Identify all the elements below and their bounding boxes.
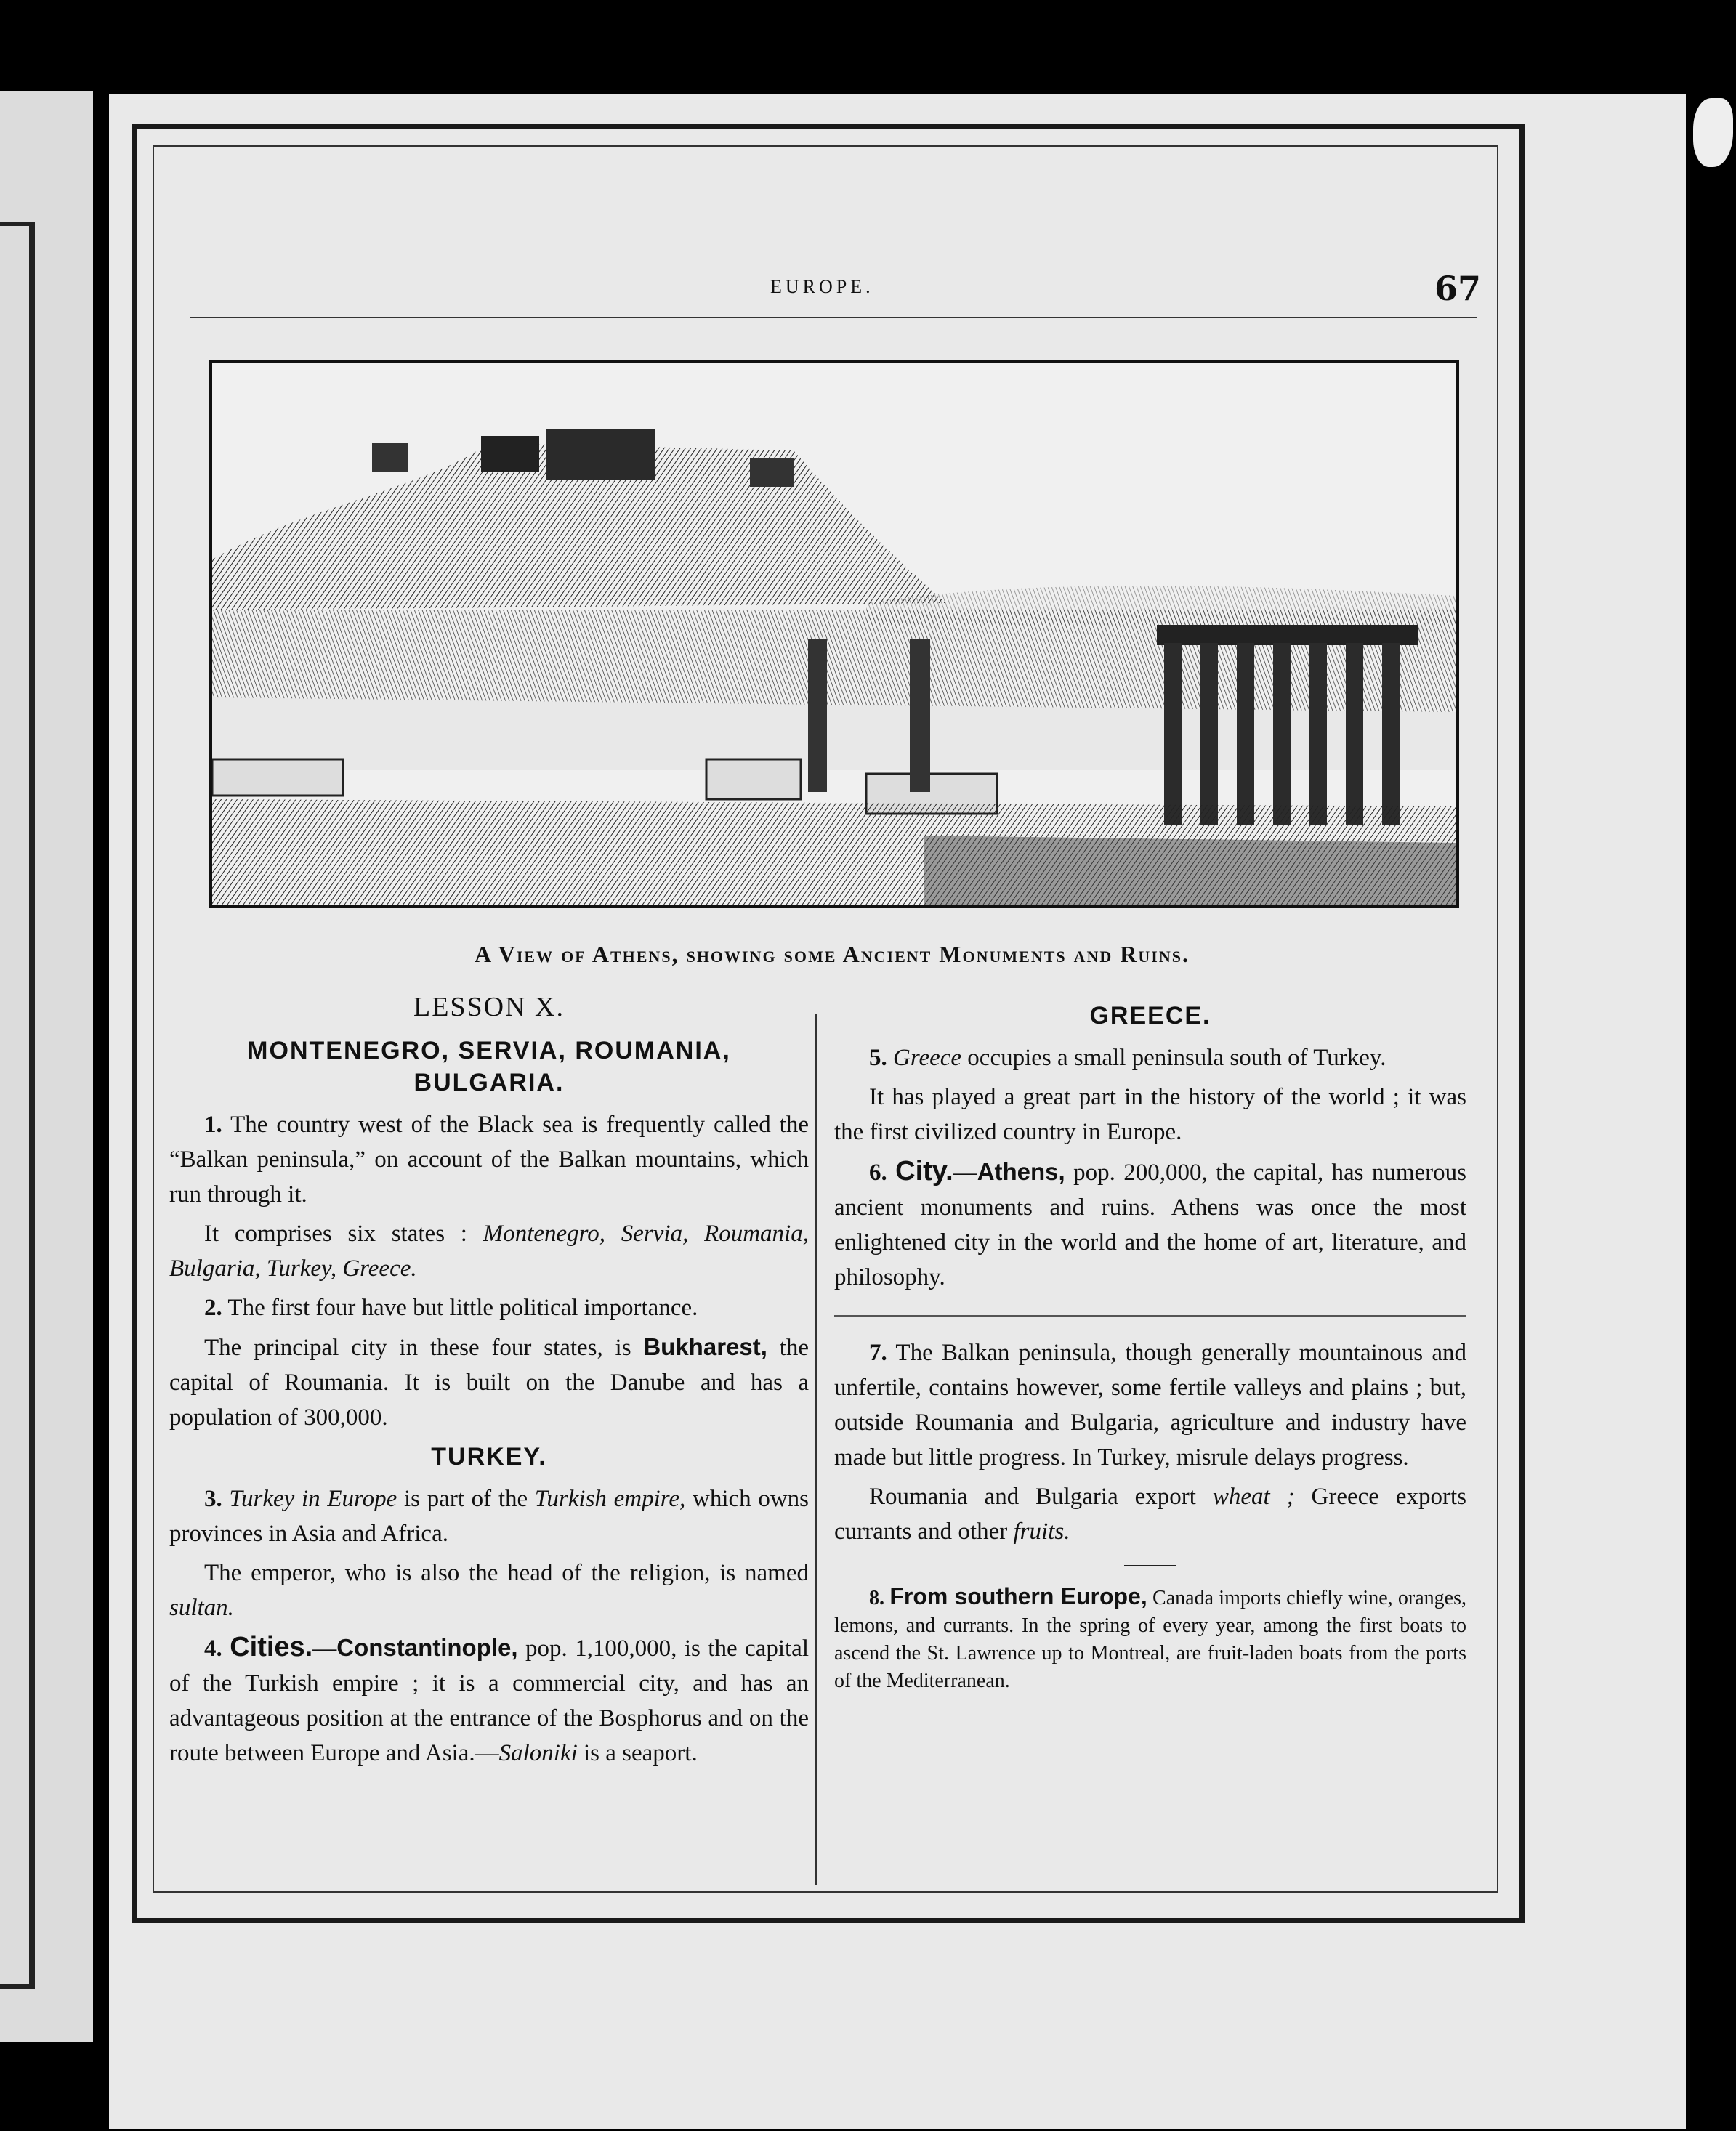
term-fruits: fruits. bbox=[1013, 1519, 1070, 1545]
section-heading-greece: GREECE. bbox=[1089, 1002, 1211, 1030]
paragraph-number: 7. bbox=[869, 1340, 887, 1366]
paragraph-text: Greece exports currants and other bbox=[834, 1484, 1467, 1545]
term-greece: Greece bbox=[893, 1045, 962, 1071]
term-sultan: sultan. bbox=[169, 1595, 234, 1621]
section-heading-balkan bbox=[169, 1035, 809, 1099]
lesson-title: LESSON X. bbox=[413, 992, 565, 1022]
header-rule bbox=[190, 317, 1477, 318]
paragraph-text: the capital of Roumania. It is built on the Danube and has a population of 300,000. bbox=[169, 1335, 810, 1431]
dash: — bbox=[953, 1160, 977, 1186]
paragraph-7 bbox=[834, 1315, 1466, 1475]
section-heading-turkey: TURKEY. bbox=[431, 1443, 547, 1471]
paragraph-1b bbox=[169, 1216, 809, 1286]
subhead-cities: Cities. bbox=[230, 1632, 313, 1662]
paragraph-1 bbox=[169, 1107, 809, 1212]
paragraph-text: It comprises six states : bbox=[204, 1221, 467, 1247]
states-list: Montenegro, Servia, Roumania, Bulgaria, Turkey, Greece. bbox=[169, 1221, 809, 1282]
paragraph-text: Canada imports chiefly wine, oranges, lemons, and currants. In the spring of every year, among the first boats to ascend the St. Lawrence up to Montreal, are fruit-laden boats from the ports of the Mediterranean. bbox=[834, 1587, 1467, 1692]
subhead-city: City. bbox=[895, 1156, 953, 1186]
facing-page-border bbox=[0, 222, 35, 1989]
paragraph-7b bbox=[834, 1479, 1466, 1549]
paragraph-text: The Balkan peninsula, though generally mountainous and unfertile, contains however, some fertile valleys and plains ; but, outside Roumania and Bulgaria, agriculture and industry have made but little progress. In Turkey, misrule delays progress. bbox=[834, 1340, 1466, 1471]
dash: — bbox=[312, 1635, 337, 1662]
right-column bbox=[834, 990, 1466, 1699]
page-number: 67 bbox=[1434, 269, 1482, 308]
paragraph-2b bbox=[169, 1330, 809, 1435]
term-wheat: wheat ; bbox=[1212, 1484, 1295, 1510]
subhead-from-southern-europe: From southern Europe, bbox=[889, 1583, 1147, 1609]
paragraph-text: The first four have but little political importance. bbox=[227, 1295, 698, 1321]
paragraph-8 bbox=[834, 1582, 1466, 1695]
paragraph-text: occupies a small peninsula south of Turkey. bbox=[967, 1045, 1386, 1071]
paragraph-6 bbox=[834, 1154, 1466, 1295]
section-heading-line2: BULGARIA. bbox=[413, 1069, 565, 1096]
city-name-saloniki: Saloniki bbox=[498, 1740, 578, 1766]
paragraph-number: 6. bbox=[869, 1160, 887, 1186]
paragraph-number: 5. bbox=[869, 1045, 887, 1071]
term-turkey-in-europe: Turkey in Europe bbox=[229, 1486, 397, 1512]
paragraph-3b bbox=[169, 1556, 809, 1625]
city-name-athens: Athens, bbox=[977, 1158, 1065, 1185]
athens-engraving bbox=[209, 360, 1459, 908]
paragraph-text: The country west of the Black sea is frequently called the “Balkan peninsula,” on account of the Balkan mountains, which run through it. bbox=[169, 1112, 809, 1208]
paragraph-5b: It has played a great part in the history of the world ; it was the first civilized country in Europe. bbox=[834, 1084, 1466, 1145]
paragraph-5 bbox=[834, 1040, 1466, 1075]
paragraph-text: pop. 1,100,000, is the capital of the Turkish empire ; it is a commercial city, and has an advantageous position at the entrance of the Bosphorus and on the route between Europe and Asia.— bbox=[169, 1635, 810, 1766]
paragraph-text: which owns provinces in Asia and Africa. bbox=[169, 1486, 810, 1547]
section-heading-line1: MONTENEGRO, SERVIA, ROUMANIA, bbox=[247, 1037, 731, 1064]
term-turkish-empire: Turkish empire, bbox=[534, 1486, 686, 1512]
paragraph-number: 3. bbox=[204, 1486, 222, 1512]
athens-engraving-drawing bbox=[212, 363, 1456, 905]
running-title: EUROPE. bbox=[770, 276, 874, 297]
page-corner-tear bbox=[1693, 98, 1733, 167]
paragraph-number: 4. bbox=[204, 1635, 222, 1662]
paragraph-text: pop. 200,000, the capital, has numerous ancient monuments and ruins. Athens was once the most enlightened city in the world and the home of art, literature, and philosophy. bbox=[834, 1160, 1467, 1290]
paragraph-text: The emperor, who is also the head of the religion, is named bbox=[204, 1560, 809, 1586]
left-column bbox=[169, 990, 809, 1775]
paragraph-number: 8. bbox=[869, 1587, 884, 1609]
paragraph-text: is part of the bbox=[403, 1486, 528, 1512]
column-divider bbox=[815, 1014, 817, 1885]
book-gutter bbox=[93, 91, 109, 2045]
paragraph-2 bbox=[169, 1290, 809, 1325]
illustration-caption: A View of Athens, showing some Ancient Monuments and Ruins. bbox=[475, 941, 1190, 967]
paragraph-number: 2. bbox=[204, 1295, 222, 1321]
paragraph-number: 1. bbox=[204, 1112, 222, 1138]
paragraph-4 bbox=[169, 1630, 809, 1771]
facing-page-edge bbox=[0, 91, 93, 2042]
city-name-bukharest: Bukharest, bbox=[643, 1333, 767, 1360]
paragraph-text: Roumania and Bulgaria export bbox=[869, 1484, 1196, 1510]
short-rule bbox=[1124, 1565, 1176, 1566]
paragraph-text: The principal city in these four states, is bbox=[204, 1335, 631, 1361]
city-name-constantinople: Constantinople, bbox=[336, 1634, 518, 1661]
paragraph-text: is a seaport. bbox=[584, 1740, 698, 1766]
paragraph-3 bbox=[169, 1481, 809, 1551]
